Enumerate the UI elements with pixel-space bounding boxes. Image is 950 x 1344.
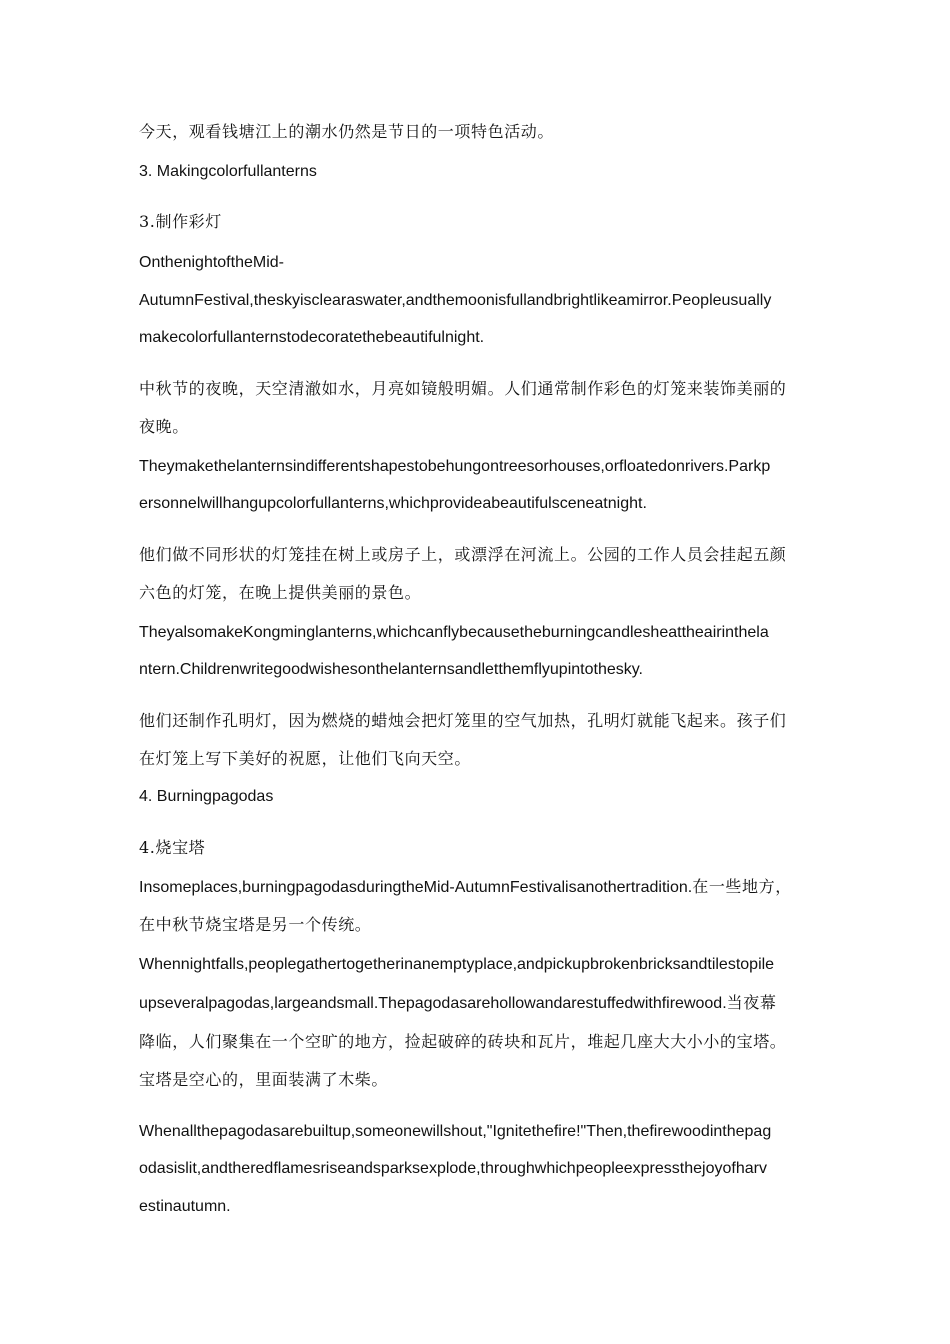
text-segment: Insomeplaces,burningpagodasduringtheMid-AutumnFestivalisanothertradition. [139,879,693,896]
text-line: TheyalsomakeKongminglanterns,whichcanflybecausetheburningcandlesheattheairinthela [139,624,769,641]
text-line: ersonnelwillhangupcolorfullanterns,whichprovideabeautifulsceneatnight. [139,495,647,512]
section-heading: 4. Burningpagodas [139,788,274,805]
section-heading: 3.制作彩灯 [139,212,222,231]
text-line: makecolorfullanternstodecoratethebeautifulnight. [139,329,485,346]
text-line [139,876,792,899]
text-segment: 在一些地方， [692,877,792,896]
text-line: ntern.Childrenwritegoodwishesonthelanternsandletthemflyupintothesky. [139,661,643,678]
text-segment: 当夜幕 [726,993,777,1012]
text-line: 在中秋节烧宝塔是另一个传统。 [139,915,372,934]
text-line [139,992,776,1015]
text-line: 他们还制作孔明灯，因为燃烧的蜡烛会把灯笼里的空气加热，孔明灯就能飞起来。孩子们 [139,711,787,730]
text-line: Whenallthepagodasarebuiltup,someonewillshout,"Ignitethefire!"Then,thefirewoodinthepag [139,1123,772,1140]
text-line: 六色的灯笼，在晚上提供美丽的景色。 [139,583,422,602]
text-line: estinautumn. [139,1198,231,1215]
section-heading: 4.烧宝塔 [139,838,206,857]
text-line: 宝塔是空心的，里面装满了木柴。 [139,1070,389,1089]
text-line: 夜晚。 [139,417,189,436]
text-line: Theymakethelanternsindifferentshapestobehungontreesorhouses,orfloatedonrivers.Parkp [139,458,771,475]
text-line: AutumnFestival,theskyisclearaswater,andthemoonisfullandbrightlikeamirror.Peopleusually [139,292,772,309]
text-line: 在灯笼上写下美好的祝愿，让他们飞向天空。 [139,749,472,768]
text-line: Whennightfalls,peoplegathertogetherinanemptyplace,andpickupbrokenbricksandtilestopile [139,956,775,973]
text-line: OnthenightoftheMid- [139,254,284,271]
section-heading: 3. Makingcolorfullanterns [139,163,317,180]
text-line: 中秋节的夜晚，天空清澈如水，月亮如镜般明媚。人们通常制作彩色的灯笼来装饰美丽的 [139,379,787,398]
text-line: 今天，观看钱塘江上的潮水仍然是节日的一项特色活动。 [139,122,555,141]
text-line: odasislit,andtheredflamesriseandsparksexplode,throughwhichpeopleexpressthejoyofharv [139,1160,767,1177]
text-line: 降临，人们聚集在一个空旷的地方，捡起破碎的砖块和瓦片，堆起几座大大小小的宝塔。 [139,1032,787,1051]
text-line: 他们做不同形状的灯笼挂在树上或房子上，或漂浮在河流上。公园的工作人员会挂起五颜 [139,545,787,564]
text-segment: upseveralpagodas,largeandsmall.Thepagodasarehollowandarestuffedwithfirewood. [139,995,727,1012]
